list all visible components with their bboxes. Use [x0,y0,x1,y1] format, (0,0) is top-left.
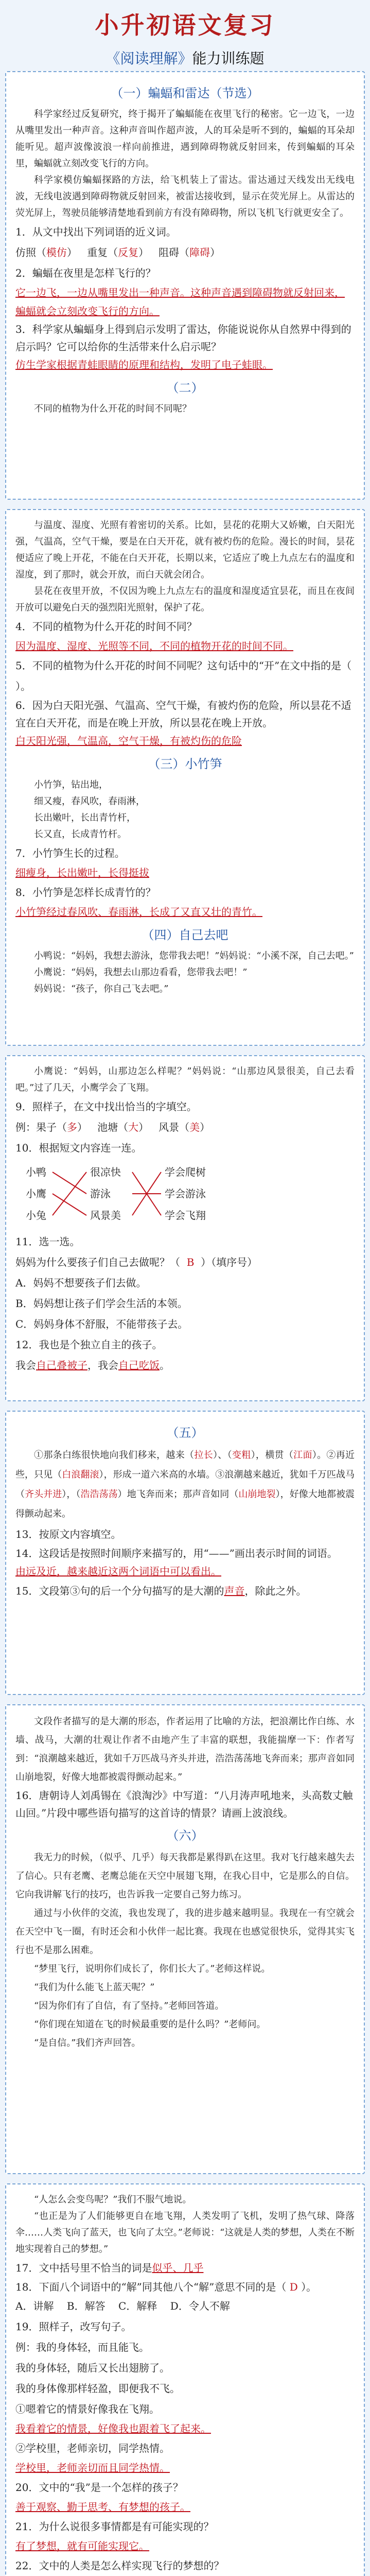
question-17 [15,2258,355,2278]
match-line [52,1172,86,1194]
passage-2-intro: 不同的植物为什么开花的时间不同呢？ [34,403,191,414]
question-1: 1．从文中找出下列词语的近义词。 [15,226,177,238]
p1b: 拉长 [194,1450,213,1461]
answer: 反复 [118,246,139,259]
answer-4: 因为温度、湿度、光照等不同，不同的植物开花的时间不同。 [15,640,293,652]
match-mid-3: 风景美 [90,1209,121,1222]
q11a: 妈妈为什么要孩子们自己去做呢？（ [15,1256,180,1268]
p1c: ）、（ [213,1450,232,1461]
example-19-2: 我的身体轻，随后又长出翅膀了。 [15,2362,170,2374]
p1g: ）。②再近些，只见（ [15,1450,355,1480]
match-left-col [26,1161,46,1226]
question-16: 16．唐朝诗人刘禹锡在《浪淘沙》中写道：“八月涛声吼地来，头高数丈触山回。”片段中哪些语句描写的这首诗的情景？请画上波浪线。 [15,1789,353,1819]
question-19: 19．照样子，改写句子。 [15,2320,132,2333]
q15-text: 15．文段第③句的后一个分句描写的是大潮的 [15,1585,224,1597]
option-18b: B．解答 [66,2300,105,2312]
section-heading-1: （一）蝙蝠和雷达（节选） [111,86,259,100]
passage-5-d1: 小鹰说：“妈妈，山那边怎么样呢？”妈妈说：“山那边风景很美，自己去看吧。”过了几天，小鹰学会了飞翔。 [15,1066,355,1093]
answer: 模仿 [46,246,67,259]
question-6: 6．因为白天阳光强、气温高、空气干燥，有被灼伤的危险，所以昙花不适宜在白天开花，而是在晚上开放，所以昙花在晚上开放。 [15,699,351,729]
card-5 [5,1704,365,2174]
question-12-body [15,1355,355,1376]
q12a: 我会 [15,1359,36,1371]
passage-1-p2: 科学家模仿蝙蝠探路的方法，给飞机装上了雷达。雷达通过天线发出无线电波，无线电波遇到障碍物就反射回来，被雷达接收到，显示在荧光屏上。从雷达的荧光屏上，驾驶员能够清楚地看到前方有没有障碍物，所以飞机飞行就更安全了。 [15,175,355,218]
p1n: 山崩地裂 [238,1489,276,1500]
option-c: C．妈妈身体不舒服，不能带孩子去。 [15,1318,188,1330]
q17-answer: 似乎、几乎 [152,2262,204,2274]
question-20: 20．文中的“我”是一个怎样的孩子？ [15,2481,183,2494]
answer-19a: 我看着它的情景，好像我也跟着飞了起来。 [15,2422,211,2435]
q5-text: 5．不同的植物为什么开花的时间不同呢？这句话中的“开” [15,659,280,672]
match-mid-1: 很凉快 [90,1166,121,1178]
answer-row-9: 例：果子（多） 池塘（大） 风景（美） [15,1121,210,1133]
passage-7-p7: “是自信。”我们齐声回答。 [34,2038,141,2048]
section-heading-6: （六） [166,1828,204,1843]
answer-21: 有了梦想，就有可能实现它。 [15,2540,149,2552]
option-a: A．妈妈不想要孩子们去做。 [15,1277,147,1289]
question-2: 2．蝙蝠在夜里是怎样飞行的？ [15,267,156,279]
match-lines-right [131,1161,162,1228]
match-right-1: 学会爬树 [165,1166,206,1178]
p1e: ），横贯（ [251,1450,294,1461]
passage-2-p1: 与温度、湿度、光照有着密切的关系。比如，昙花的花期大又娇嫩，白天阳光强，气温高，空气干燥，要是在白天开花，就有被灼伤的危险。漫长的时间，昙花便适应了晚上开花，不能在白天开花，长期以来，它适应了晚上九点左右的温度和湿度，到了那时，就会开放，而白天就会闭合。 [15,520,355,580]
p1i: ），形成一道六米高的水墙。③浪潮越来越近，犹如千万匹战马（ [15,1469,355,1500]
question-11-body [15,1252,355,1273]
passage-5-p1 [15,1446,355,1524]
match-mid-2: 游泳 [90,1188,111,1200]
question-8: 8．小竹笋是怎样长成青竹的？ [15,886,156,899]
q12b: ，我会 [87,1359,118,1371]
answer: 障碍 [189,246,210,259]
card-4 [5,1411,365,1695]
q18-text: 18．下面八个词语中的“解”同其他八个“解”意思不同的是（ [15,2281,287,2293]
answer-row-1: 仿照（模仿） 重复（反复） 阻碍（障碍） [15,246,221,259]
answer: 美 [189,1121,200,1133]
answer-19b: 学校里，老师亲切而且同学热情。 [15,2462,170,2474]
card-6 [5,2183,365,2576]
question-15 [15,1581,355,1601]
passage-8-p2: “也正是为了人们能够更自在地飞翔，人类发明了飞机，发明了热气球、降落伞……人类飞向了蓝天，也飞向了太空。”老师说：“这就是人类的梦想，人类在不断地实现着自己的梦想。” [15,2211,355,2255]
answer-7: 细瘦身，长出嫩叶，长得挺拔 [15,867,149,879]
poem-line-2: 细又瘦，春风吹，春雨淋， [34,796,145,807]
word: 仿照 [15,246,36,259]
match-left-1: 小鸭 [26,1166,46,1178]
question-9: 9．照样子，在文中找出恰当的字填空。 [15,1100,197,1113]
word: 池塘 [97,1121,118,1133]
match-left-2: 小鹰 [26,1188,46,1200]
p1h: 白浪翻滚 [62,1469,99,1480]
passage-4-d2: 小鹰说：“妈妈，我想去山那边看看，您带我去吧！” [34,967,248,978]
q11-answer: B [186,1256,195,1268]
option-18d: D．令人不解 [170,2300,230,2312]
poem-line-3: 长出嫩叶，长出青竹杆， [34,812,136,823]
answer-20: 善于观察、勤于思考、有梦想的孩子。 [15,2501,190,2513]
p1k: ），（ [62,1489,81,1500]
poem-line-4: 长又直，长成青竹杆。 [34,829,127,840]
match-exercise [26,1161,355,1228]
p1j: 齐头并进 [25,1489,62,1500]
question-22: 22．文中的人类是怎么样实现飞行的梦想的？ [15,2560,224,2572]
q12-answer-1: 自己叠被子 [36,1359,87,1371]
match-lines-left [51,1161,87,1228]
match-right-2: 学会游泳 [165,1188,206,1200]
question-7: 7．小竹笋生长的过程。 [15,847,125,859]
match-line [52,1172,86,1215]
section-heading-5: （五） [166,1426,204,1440]
example-19-3: 我的身体像那样轻盈，即便我不飞。 [15,2382,180,2395]
passage-4-d3: 妈妈说：“孩子，你自己飞去吧。” [34,984,169,994]
option-18a: A．讲解 [15,2300,54,2312]
p1m: ）地飞奔而来；那声音如同（ [117,1489,239,1500]
passage-6-p1: 文段作者描写的是大潮的形态，作者运用了比喻的方法，把浪潮比作白练、水墙、战马，大潮的壮观让作者不由地产生了丰富的联想，我能揣摩一下：作者写到：“浪潮越来越近，犹如千万匹战马齐头并进，浩浩荡荡地飞奔而来；那声音如同山崩地裂，好像大地都被震得颤动起来。” [15,1716,355,1783]
q15-text-b: ，除此之外。 [244,1585,307,1597]
answer-3: 仿生学家根据青蛙眼睛的原理和结构，发明了电子蛙眼。 [15,359,273,371]
example-19-1: 例：我的身体轻，而且能飞。 [15,2341,149,2353]
q11b: ）（填序号） [201,1256,258,1268]
passage-7-p1: 我无力的时候，（似乎、几乎）每天我都是累得趴在这里。我对飞行越来越失去了信心。只有老鹰、老鹰总能在天空中展翅飞翔，在我心目中，它是那么的自信。它向我讲解飞行的技巧，也告诉我一定要自己努力练习。 [15,1852,355,1900]
p1a: ①那条白练很快地向我们移来，越来（ [34,1450,195,1461]
answer-6: 白天阳光强，气温高，空气干燥，有被灼伤的危险 [15,735,242,747]
question-10: 10．根据短文内容连一连。 [15,1142,142,1154]
question-14: 14．这段话是按照时间顺序来描写的，用“——”画出表示时间的词语。 [15,1547,338,1560]
card-3 [5,1055,365,1401]
passage-7-p3: “梦里飞行，说明你们成长了，你们长大了。”老师这样说。 [34,1963,271,1974]
q15-answer: 声音 [224,1585,245,1597]
word: 例：果子 [15,1121,57,1133]
q17-text: 17．文中括号里不恰当的词是 [15,2262,152,2274]
passage-7-p6: “你们现在知道在飞的时候最重要的是什么吗？”老师问。 [34,2019,266,2030]
question-5 [15,655,355,697]
match-right-3: 学会飞翔 [165,1209,206,1222]
option-18c: C．解释 [118,2300,157,2312]
card-1 [5,71,365,500]
word: 重复 [87,246,108,259]
question-19a: ①嗯着它的情景好像我在飞翔。 [15,2403,160,2415]
answer: 大 [128,1121,139,1133]
q12c: 。 [160,1359,170,1371]
match-right-col [165,1161,206,1226]
q5-text-b: 在文中指的是（ ）。 [15,659,352,692]
match-line [52,1194,86,1215]
question-12: 12．我也是个独立自主的孩子。 [15,1338,163,1351]
p1f: 江面 [293,1450,312,1461]
passage-2-p2: 昙花在夜里开放，不仅因为晚上九点左右的温度和湿度适宜昙花，而且在夜间开放可以避免白天的强烈阳光照射，保护了花。 [15,586,355,613]
section-heading-4: （四）自己去吧 [142,928,228,942]
question-13: 13．按原文内容填空。 [15,1528,121,1540]
subtitle [0,47,370,68]
question-19b: ②学校里，老师亲切，同学热情。 [15,2442,170,2454]
passage-7-p5: “因为你们有了自信，有了坚持。”老师回答道。 [34,2001,224,2011]
passage-8-p1: “人怎么会变鸟呢？”我们不服气地说。 [34,2194,192,2205]
word: 风景 [158,1121,180,1133]
passage-7-p2: 通过与小伙伴的交流，我也发现了，我的进步越来越明显。我现在一有空就会在天空中飞一圈，有时还会和小伙伴一起比赛。我现在也感觉很快乐，觉得其实飞行也不是那么困难。 [15,1908,355,1956]
options-18 [15,2296,355,2316]
passage-4-d1: 小鸭说：“妈妈，我想去游泳，您带我去吧！”妈妈说：“小溪不深，自己去吧。” [34,951,354,961]
q18-text-b: ）。 [301,2281,317,2293]
passage-1-p1: 科学家经过反复研究，终于揭开了蝙蝠能在夜里飞行的秘密。它一边飞，一边从嘴里发出一种声音。这种声音叫作超声波，人的耳朵是听不到的，蝙蝠的耳朵却能听见。超声波像波浪一样向前推进，遇到障碍物就反射回来，传到蝙蝠的耳朵里，蝙蝠就立刻改变飞行的方向。 [15,109,355,169]
q12-answer-2: 自己吃饭 [118,1359,160,1371]
p1d: 变粗 [232,1450,251,1461]
question-11: 11．选一选。 [15,1235,80,1248]
word: 阻碍 [158,246,180,259]
question-21: 21．为什么说很多事情都是有可能实现的？ [15,2520,214,2533]
question-18 [15,2278,355,2296]
subtitle-rest: 能力训练题 [192,50,265,67]
section-heading-3: （三）小竹笋 [148,757,222,771]
match-mid-col [90,1161,121,1226]
question-4: 4．不同的植物为什么开花的时间不同？ [15,620,197,633]
p1l: 浩浩荡荡 [80,1489,118,1500]
q18-answer: D [289,2281,298,2293]
title-block [0,0,370,47]
p1o: ），好像大地都被震得颤动起来。 [15,1489,355,1519]
option-b: B．妈妈想让孩子们学会生活的本领。 [15,1297,188,1310]
question-3: 3．科学家从蝙蝠身上得到启示发明了雷达，你能说说你从自然界中得到的启示吗？它可以给你的生活带来什么启示呢？ [15,323,351,353]
answer-8: 小竹笋经过春风吹、春雨淋，长成了又直又壮的青竹。 [15,906,262,918]
poem-line-1: 小竹笋，钻出地， [34,779,108,790]
subtitle-paren: 《阅读理解》 [105,50,192,67]
answer: 多 [67,1121,77,1133]
card-2 [5,509,365,1046]
answer-14: 由远及近，越来越近这两个词语中可以看出。 [15,1565,221,1578]
section-heading-2: （二） [166,381,204,395]
match-left-3: 小兔 [26,1209,46,1222]
answer-2: 它一边飞，一边从嘴里发出一种声音。这种声音遇到障碍物就反射回来，蝙蝠就会立刻改变飞行的方向。 [15,286,345,317]
page-title: 小升初语文复习 [95,11,275,39]
passage-7-p4: “我们为什么能飞上蓝天呢？” [34,1982,155,1993]
